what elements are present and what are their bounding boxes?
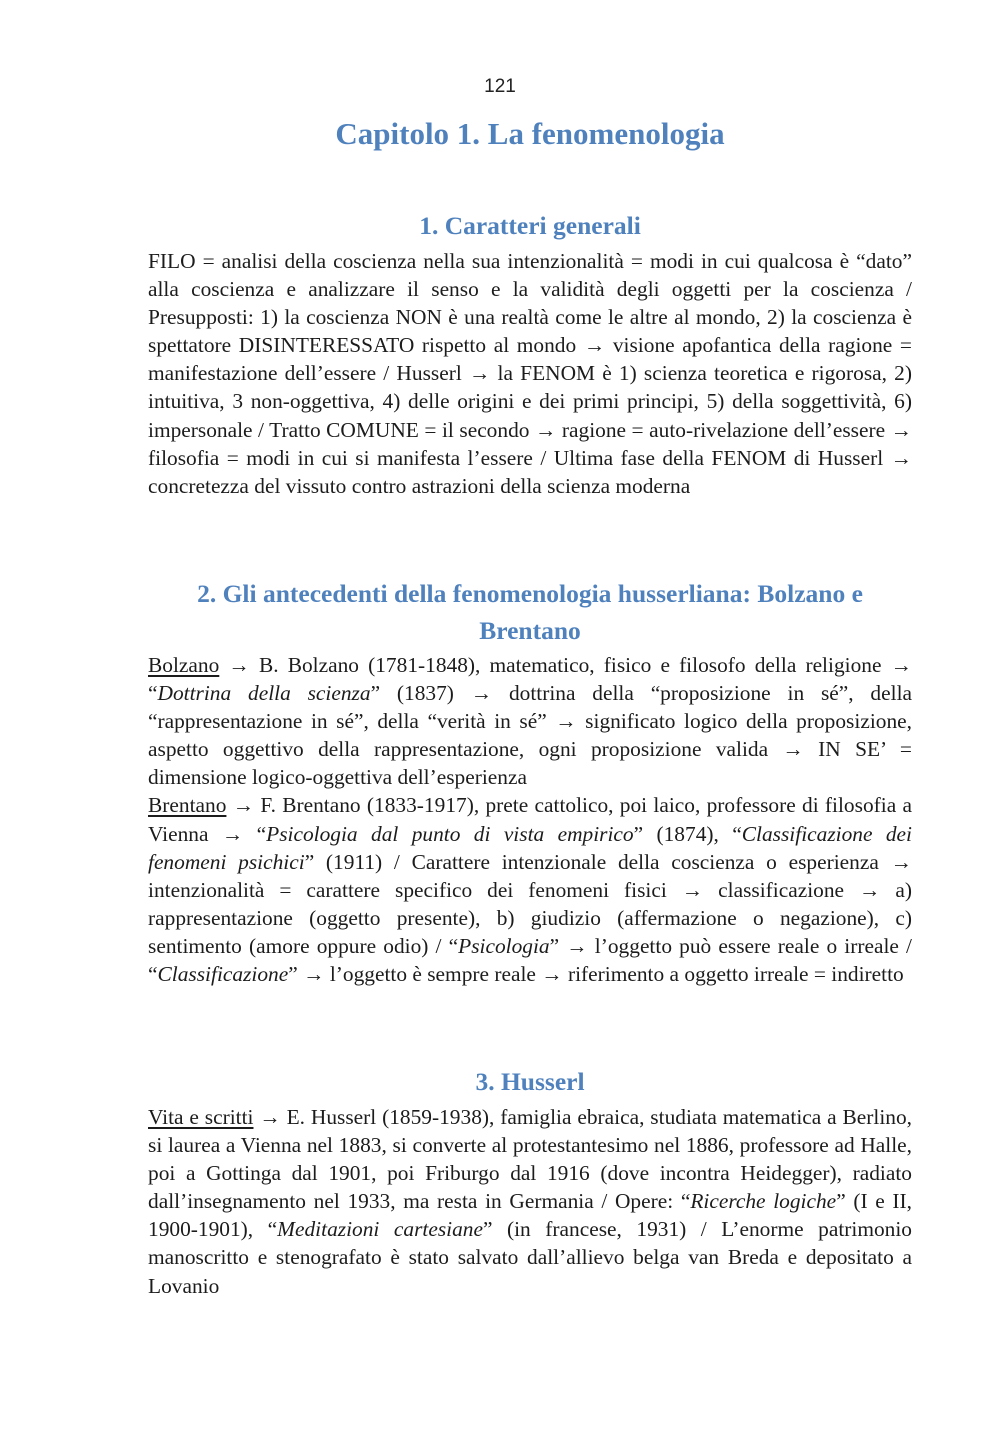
text-run: ” (1874), “ <box>633 821 742 846</box>
text-run: ” (1837) → dottrina della “proposizione in sé”, della “rappresentazione in sé”, della “verità in sé” → significato logico della proposizione, aspetto oggettivo della rappresentazione, ogni proposizione valida → IN SE’ = dimensione logico-oggettiva dell’esperienza <box>148 681 913 790</box>
text-run: → F. Brentano (1833-1917), prete cattolico, poi laico, professore di filosofia a Vienna → “ <box>148 793 912 846</box>
text-run: ” (1911) / Carattere intenzionale della coscienza o esperienza → intenzionalità = carattere specifico dei fenomeni fisici → classificazione → a) rappresentazione (oggetto presente), b) giudizio (affermazione o negazione), c) sentimento (amore oppure odio) / “ <box>148 849 912 958</box>
topic-label-vita-e-scritti: Vita e scritti <box>148 1105 254 1129</box>
work-title: Classificazione dei fenomeni psichici <box>148 821 912 874</box>
text-run: ” (in francese, 1931) / L’enorme patrimonio manoscritto e stenografato è stato salvato dall’allievo belga van Breda e depositato a Lovanio <box>148 1217 912 1298</box>
work-title: Meditazioni cartesiane <box>277 1217 483 1242</box>
section-title-caratteri-generali: 1. Caratteri generali <box>419 211 641 240</box>
paragraph-vita-e-scritti <box>148 1103 912 1300</box>
paragraph: FILO = analisi della coscienza nella sua intenzionalità = modi in cui qualcosa è “dato” alla coscienza e analizzare il senso e la validità degli oggetti per la coscienza / Presupposti: 1) la coscienza NON è una realtà come le altre al mondo, 2) la coscienza è spettatore DISINTERESSATO rispetto al mondo → visione apofantica della ragione = manifestazione dell’essere / Husserl → la FENOM è 1) scienza teoretica e rigorosa, 2) intuitiva, 3 non-oggettiva, 4) delle origini e dei primi principi, 5) della soggettività, 6) impersonale / Tratto COMUNE = il secondo → ragione = auto-rivelazione dell’essere → filosofia = modi in cui si manifesta l’essere / Ultima fase della FENOM di Husserl → concretezza del vissuto contro astrazioni della scienza moderna <box>148 249 912 498</box>
section-body-caratteri-generali <box>148 247 912 500</box>
topic-label-bolzano: Bolzano <box>148 653 220 677</box>
chapter-title: Capitolo 1. La fenomenologia <box>335 116 725 151</box>
paragraph-brentano <box>148 791 912 988</box>
section-title-husserl: 3. Husserl <box>475 1067 585 1096</box>
text-run: → E. Husserl (1859-1938), famiglia ebraica, studiata matematica a Berlino, si laurea a Vienna nel 1883, si converte al protestantesimo nel 1886, professore ad Halle, poi a Gottinga dal 1901, poi Friburgo dal 1916 (dove incontra Heidegger), radiato dall’insegnamento nel 1933, ma resta in Germania / Opere: “ <box>148 1105 913 1214</box>
text-run: → B. Bolzano (1781-1848), matematico, fisico e filosofo della religione → “ <box>148 653 912 706</box>
section-body-husserl <box>148 1103 912 1300</box>
text-run: ” → l’oggetto può essere reale o irreale / “ <box>148 933 912 987</box>
work-title: Classificazione <box>157 962 289 987</box>
text-run: ” → l’oggetto è sempre reale → riferimento a oggetto irreale = indiretto <box>288 962 904 987</box>
section-body-antecedenti <box>148 651 912 988</box>
work-title: Psicologia <box>458 933 550 958</box>
work-title: Ricerche logiche <box>690 1189 837 1214</box>
section-title-antecedenti: 2. Gli antecedenti della fenomenologia husserliana: Bolzano e Brentano <box>197 579 863 645</box>
paragraph-bolzano <box>148 651 912 791</box>
text-run: ” (I e II, 1900-1901), “ <box>148 1189 913 1242</box>
work-title: Dottrina della scienza <box>157 681 371 706</box>
topic-label-brentano: Brentano <box>148 793 227 818</box>
page-number: 121 <box>484 76 516 97</box>
work-title: Psicologia dal punto di vista empirico <box>266 821 634 846</box>
